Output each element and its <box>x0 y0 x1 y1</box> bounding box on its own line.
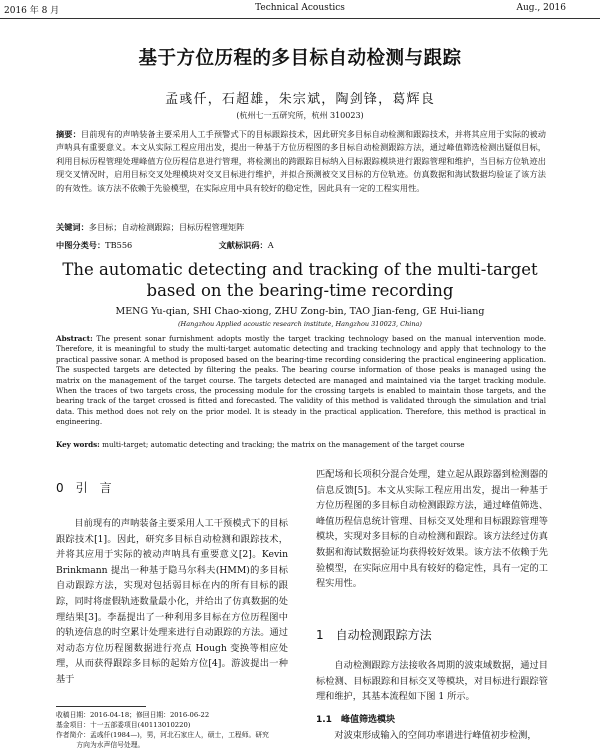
section-1-heading: 1 自动检测跟踪方法 <box>316 628 432 642</box>
header-date-cn: 2016 年 8 月 <box>4 6 60 16</box>
footnote-author: 作者简介：孟彧仟(1984—)，男，河北石家庄人，硕士，工程师。研究 <box>56 731 269 739</box>
abstract-en <box>56 334 546 428</box>
abstract-cn-text: 目前现有的声呐装备主要采用人工手预警式下的目标跟踪技术，因此研究多目标自动检测和跟踪技术，并将其应用于实际的被动声呐具有重要意义。本文从实际工程应用出发，提出一种基于方位历程图的多目标自动检测跟踪方法，通过峰值筛选检测出疑似目标，利用目标历程管理处理峰值方位历程信息进行管理，将检测出的跨跟踪目标纳入目标跟踪模块进行跟踪管理和维护，当目标方位轨迹出现交叉情况时，启用目标交叉处理模块对交叉目标进行维护，并拟合预测被交叉目标的方位轨迹。仿真数据和海试数据均验证了该方法的有效性。该方法不依赖于先验模型，在实际应用中具有较好的稳定性，因此具有一定的工程实用性。 <box>56 129 546 193</box>
document-code: 文献标识码：A <box>218 240 274 250</box>
affiliation-cn: (杭州七一五研究所，杭州 310023) <box>236 111 364 120</box>
section-0-paragraph: 目前现有的声呐装备主要采用人工干预模式下的目标跟踪技术[1]。因此，研究多目标自动检测和跟踪技术，并将其应用于实际的被动声呐具有重要意义[2]。Kevin Brinkmann 提出一种基于隐马尔科夫(HMM)的多目标自动跟踪方法，实现对包括弱目标在内的所有目标的跟踪，同时将虚假轨迹数量最小化，并给出了仿真数据的处理结果[3]。李磊提出了一种利用多目标在方位历程图中的轨迹信息的时空累计处理来进行自动跟踪的方法。通过对动态方位历程图数据进行亮点 Hough 变换等相应处理，从而获得跟踪多目标的起始方位[4]。游波提出一种基于 <box>56 518 288 685</box>
keywords-en <box>56 440 546 449</box>
classification-cn <box>56 240 546 251</box>
paper-title-cn: 基于方位历程的多目标自动检测与跟踪 <box>138 48 462 69</box>
keywords-cn-label: 关键词： <box>56 222 89 232</box>
abstract-cn <box>56 128 546 195</box>
keywords-en-text: multi-target; automatic detecting and tracking; the matrix on the management of the target course <box>102 440 465 449</box>
abstract-en-text: The present sonar furnishment adopts mostly the target tracking technology based on the manual intervention mode. Therefore, it is meaningful to study the multi-target automatic detecting and tracking technology and apply that technology to the practical passive sonar. A method is proposed based on the bearing-time recording considering the practical engineering application. The suspected targets are detected by filtering the peaks. The bearing course information of those peaks is managed using the matrix on the management of the target course. The targets detected are managed and maintained via the target tracking module. When the traces of two targets cross, the processing module for the crossing targets is enabled to maintain those targets, and the bearing track of the target crossed is fitted and forecasted. The validity of this method is validated through the simulation and trial data. This method does not rely on the prior model. It is steady in the practical application. Therefore, this method is practical in engineering. <box>56 334 546 427</box>
keywords-cn <box>56 222 546 233</box>
footnote-research-direction: 方向为水声信号处理。 <box>76 741 145 749</box>
paper-title-en: The automatic detecting and tracking of the multi-target based on the bearing-time recording <box>62 260 538 300</box>
left-column <box>56 516 288 688</box>
clc-number: 中图分类号：TB556 <box>56 240 133 250</box>
header-journal-name: Technical Acoustics <box>255 3 345 13</box>
keywords-cn-text: 多目标；自动检测跟踪；目标历程管理矩阵 <box>88 222 245 232</box>
subsection-1-1-text: 对波束形成输入的空间功率谱进行峰值初步检测， <box>334 730 537 741</box>
right-column <box>316 467 548 592</box>
abstract-en-label: Abstract: <box>56 334 93 343</box>
authors-cn: 孟彧仟，石超雄，朱宗斌，陶剑锋，葛辉良 <box>165 92 435 107</box>
section-0-heading: 0 引 言 <box>56 481 112 495</box>
abstract-cn-label: 摘要： <box>56 129 81 139</box>
authors-en: MENG Yu-qian, SHI Chao-xiong, ZHU Zong-bin, TAO Jian-feng, GE Hui-liang <box>115 306 485 317</box>
subsection-1-1-heading: 1.1 峰值筛选模块 <box>316 715 395 725</box>
running-header <box>0 0 600 19</box>
footnote-divider <box>56 706 146 707</box>
keywords-en-label: Key words: <box>56 440 100 449</box>
footnotes <box>56 710 288 750</box>
section-1-paragraph: 自动检测跟踪方法接收各周期的波束域数据，通过目标检测、目标跟踪和目标交叉等模块，对目标进行跟踪管理和维护，其基本流程如下图 1 所示。 <box>316 660 548 703</box>
affiliation-en: (Hangzhou Applied acoustic research institute, Hangzhou 310023, China) <box>178 320 422 328</box>
header-date-en: Aug., 2016 <box>516 3 566 13</box>
right-column-continuation: 匹配场和长项积分混合处理，建立起从跟踪器到检测器的信息反馈[5]。本文从实际工程应用出发，提出一种基于方位历程图的多目标自动检测跟踪方法，通过峰值筛选、峰值历程信息统计管理、目标交叉处理和目标跟踪管理等模块，实现对多目标的自动检测和跟踪。该方法经过仿真数据和海试数据验证均获得较好效果。该方法不依赖于先验模型，在实际应用中具有较好的稳定性，具有一定的工程实用性。 <box>316 469 548 590</box>
footnote-received: 收稿日期：2016-04-18；修回日期：2016-06-22 <box>56 711 210 719</box>
footnote-funding: 基金项目：十一五部委项目(40113010220) <box>56 721 191 729</box>
